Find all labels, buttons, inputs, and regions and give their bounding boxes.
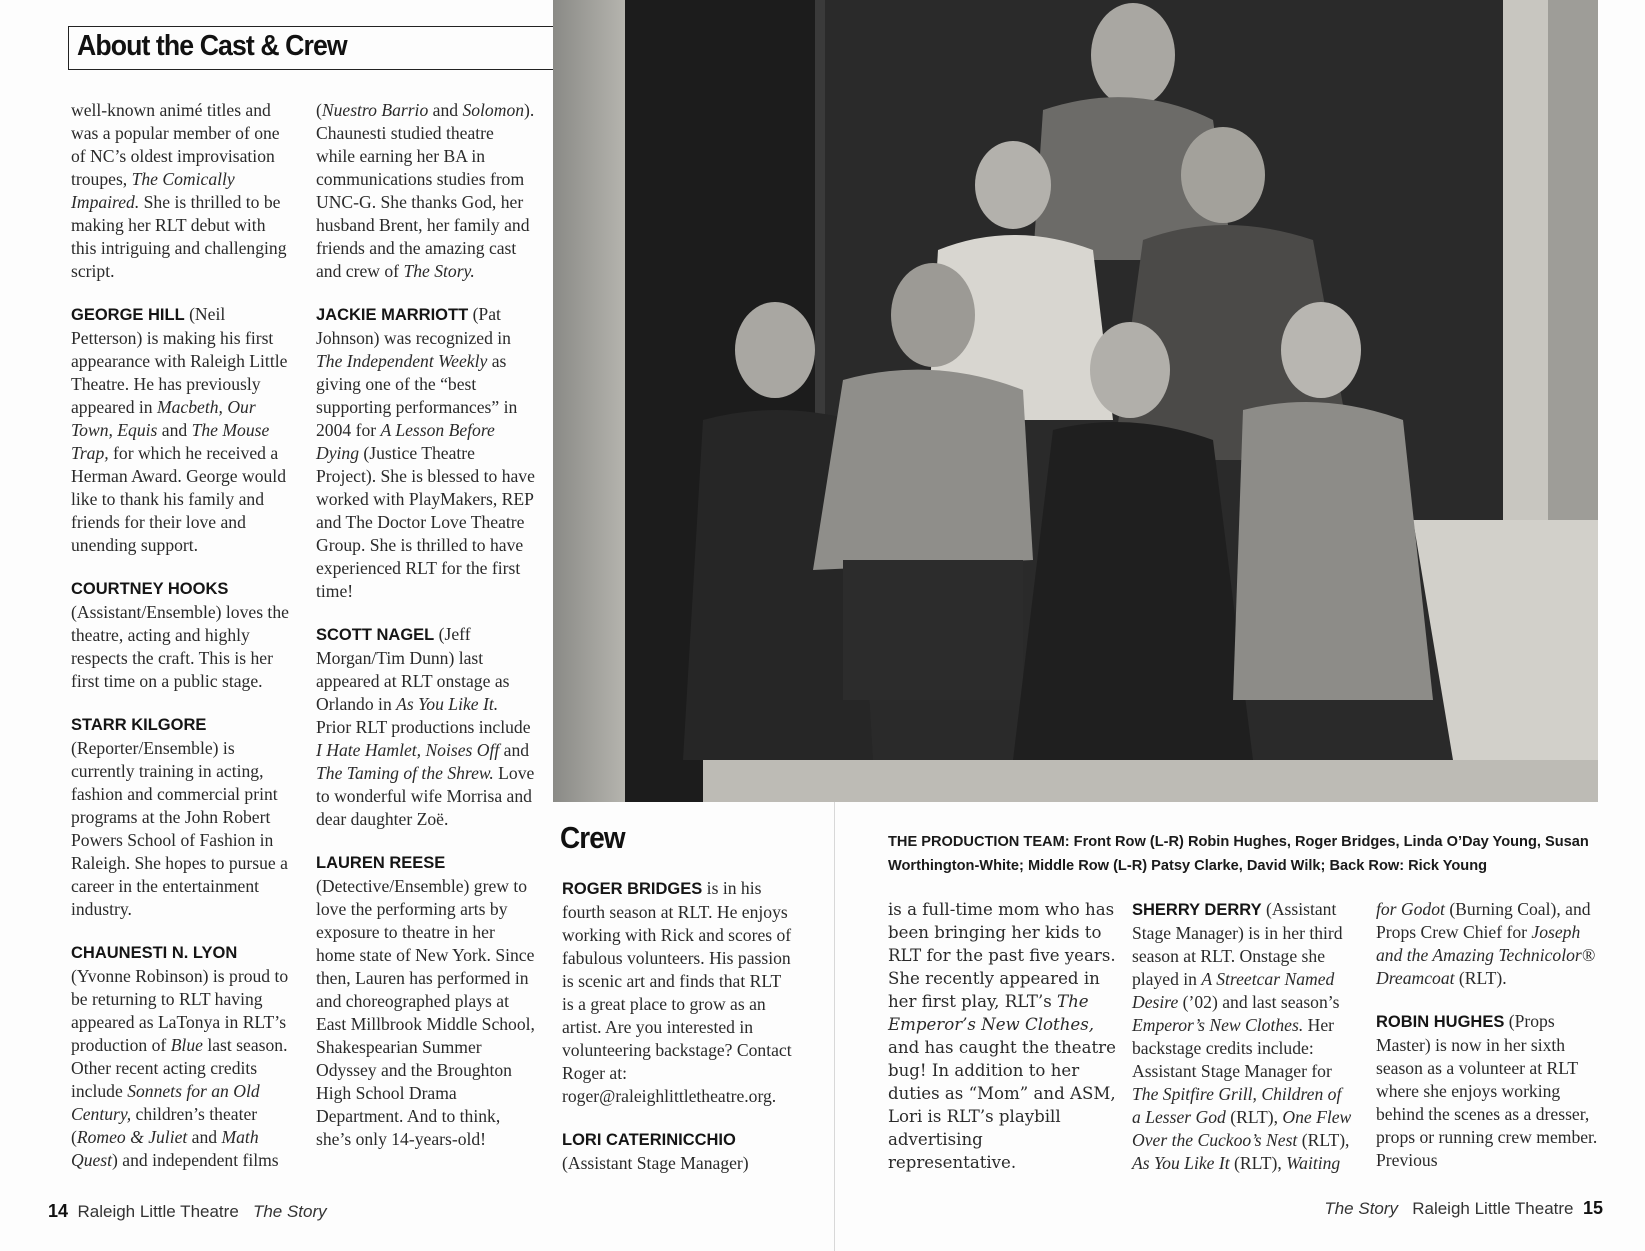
footer-theatre-right: Raleigh Little Theatre <box>1412 1199 1574 1218</box>
photo-illustration <box>553 0 1598 802</box>
bio-starr-kilgore: STARR KILGORE (Reporter/Ensemble) is currently training in acting, fashion and commercial print programs at the John Robert Powers School of Fashion in Raleigh. She hopes to pursue a career in the entertainment industry. <box>71 716 288 919</box>
bio-lori-caterinicchio: LORI CATERINICCHIO (Assistant Stage Manager) <box>562 1131 749 1173</box>
bio-chaunesti-lyon: CHAUNESTI N. LYON (Yvonne Robinson) is proud to be returning to RLT having appeared as LaTonya in RLT’s production of Blue last season. Other recent acting credits include Sonnets for an Old Century, children’s theater (Romeo & Juliet and Math Quest) and independent films <box>71 944 289 1170</box>
photo-caption: THE PRODUCTION TEAM: Front Row (L-R) Robin Hughes, Roger Bridges, Linda O’Day Young, Susan Worthington-White; Middle Row (L-R) Patsy Clarke, David Wilk; Back Row: Rick Young <box>888 834 1589 874</box>
production-team-photo <box>553 0 1598 802</box>
bio-name: STARR KILGORE <box>71 716 207 734</box>
bio-scott-nagel: SCOTT NAGEL (Jeff Morgan/Tim Dunn) last appeared at RLT onstage as Orlando in As You Like It. Prior RLT productions include I Hate Hamlet, Noises Off and The Taming of the Shrew. Love to wonderful wife Morrisa and dear daughter Zoë. <box>316 624 535 829</box>
crew-heading: Crew <box>560 820 625 855</box>
page-number-right: 15 <box>1582 1198 1603 1218</box>
footer-left <box>48 1201 327 1222</box>
page-title: About the Cast & Crew <box>77 30 347 62</box>
bio-robin-hughes: ROBIN HUGHES (Props Master) is now in her sixth season as a volunteer at RLT where she enjoys working behind the scenes as a dresser, props or running crew member. Previous <box>1376 1011 1598 1170</box>
footer-play-left: The Story <box>252 1202 327 1221</box>
footer-play-right: The Story <box>1324 1199 1399 1218</box>
column-4 <box>888 898 1116 1194</box>
bio-name: JACKIE MARRIOTT <box>316 306 469 324</box>
column-2 <box>316 99 536 1171</box>
column-5 <box>1132 898 1354 1195</box>
bio-sherry-continued: for Godot (Burning Coal), and Props Crew Chief for Joseph and the Amazing Technicolor® Dreamcoat (RLT). <box>1376 899 1596 988</box>
bio-sherry-derry: SHERRY DERRY (Assistant Stage Manager) is in her third season at RLT. Onstage she played in A Streetcar Named Desire (’02) and last season’s Emperor’s New Clothes. Her backstage credits include: Assistant Stage Manager for The Spitfire Grill, Children of a Lesser God (RLT), One Flew Over the Cuckoo’s Nest (RLT), As You Like It (RLT), Waiting <box>1132 899 1352 1173</box>
section-heading <box>68 26 553 70</box>
bio-name: SCOTT NAGEL <box>316 626 435 644</box>
bio-continued-intro: well-known animé titles and was a popular member of one of NC’s oldest improvisation troupes, The Comically Impaired. She is thrilled to be making her RLT debut with this intriguing and challenging script. <box>71 100 287 281</box>
bio-george-hill: GEORGE HILL (Neil Petterson) is making his first appearance with Raleigh Little Theatre. He has previously appeared in Macbeth, Our Town, Equis and The Mouse Trap, for which he received a Herman Award. George would like to thank his family and friends for their love and unending support. <box>71 304 288 555</box>
column-crew <box>562 877 792 1195</box>
bio-roger-bridges: ROGER BRIDGES is in his fourth season at RLT. He enjoys working with Rick and scores of fabulous volunteers. His passion is scenic art and finds that RLT is a great place to grow as an artist. Are you interested in volunteering backstage? Contact Roger at: roger@raleighlittletheatre.org. <box>562 878 792 1106</box>
bio-lauren-reese: LAUREN REESE (Detective/Ensemble) grew to love the performing arts by exposure to theatre in her home state of New York. Since then, Lauren has performed in and choreographed plays at East Millbrook Middle School, Shakespearian Summer Odyssey and the Broughton High School Drama Department. And to think, she’s only 14-years-old! <box>316 854 535 1149</box>
page-number-left: 14 <box>48 1201 69 1221</box>
bio-name: LAUREN REESE <box>316 854 446 872</box>
footer-right <box>1324 1198 1603 1219</box>
bio-name: ROBIN HUGHES <box>1376 1013 1505 1031</box>
bio-name: GEORGE HILL <box>71 306 185 324</box>
bio-name: LORI CATERINICCHIO <box>562 1131 736 1149</box>
footer-theatre-left: Raleigh Little Theatre <box>77 1202 239 1221</box>
bio-chaunesti-continued: (Nuestro Barrio and Solomon). Chaunesti studied theatre while earning her BA in communications studies from UNC-G. She thanks God, her husband Brent, her family and friends and the amazing cast and crew of The Story. <box>316 100 535 281</box>
bio-jackie-marriott: JACKIE MARRIOTT (Pat Johnson) was recognized in The Independent Weekly as giving one of the “best supporting performances” in 2004 for A Lesson Before Dying (Justice Theatre Project). She is blessed to have worked with PlayMakers, REP and The Doctor Love Theatre Group. She is thrilled to have experienced RLT for the first time! <box>316 304 535 601</box>
column-1 <box>71 99 291 1192</box>
bio-name: COURTNEY HOOKS <box>71 580 229 598</box>
column-6 <box>1376 898 1601 1192</box>
bio-name: ROGER BRIDGES <box>562 880 703 898</box>
bio-name: CHAUNESTI N. LYON <box>71 944 238 962</box>
bio-name: SHERRY DERRY <box>1132 901 1262 919</box>
bio-courtney-hooks: COURTNEY HOOKS (Assistant/Ensemble) loves the theatre, acting and highly respects the craft. This is her first time on a public stage. <box>71 580 289 691</box>
bio-lori-continued: is a full-time mom who has been bringing her kids to RLT for the past five years. She recently appeared in her first play, RLT’s The Emperor’s New Clothes, and has caught the theatre bug! In addition to her duties as “Mom” and ASM, Lori is RLT’s playbill advertising representative. <box>888 900 1116 1172</box>
